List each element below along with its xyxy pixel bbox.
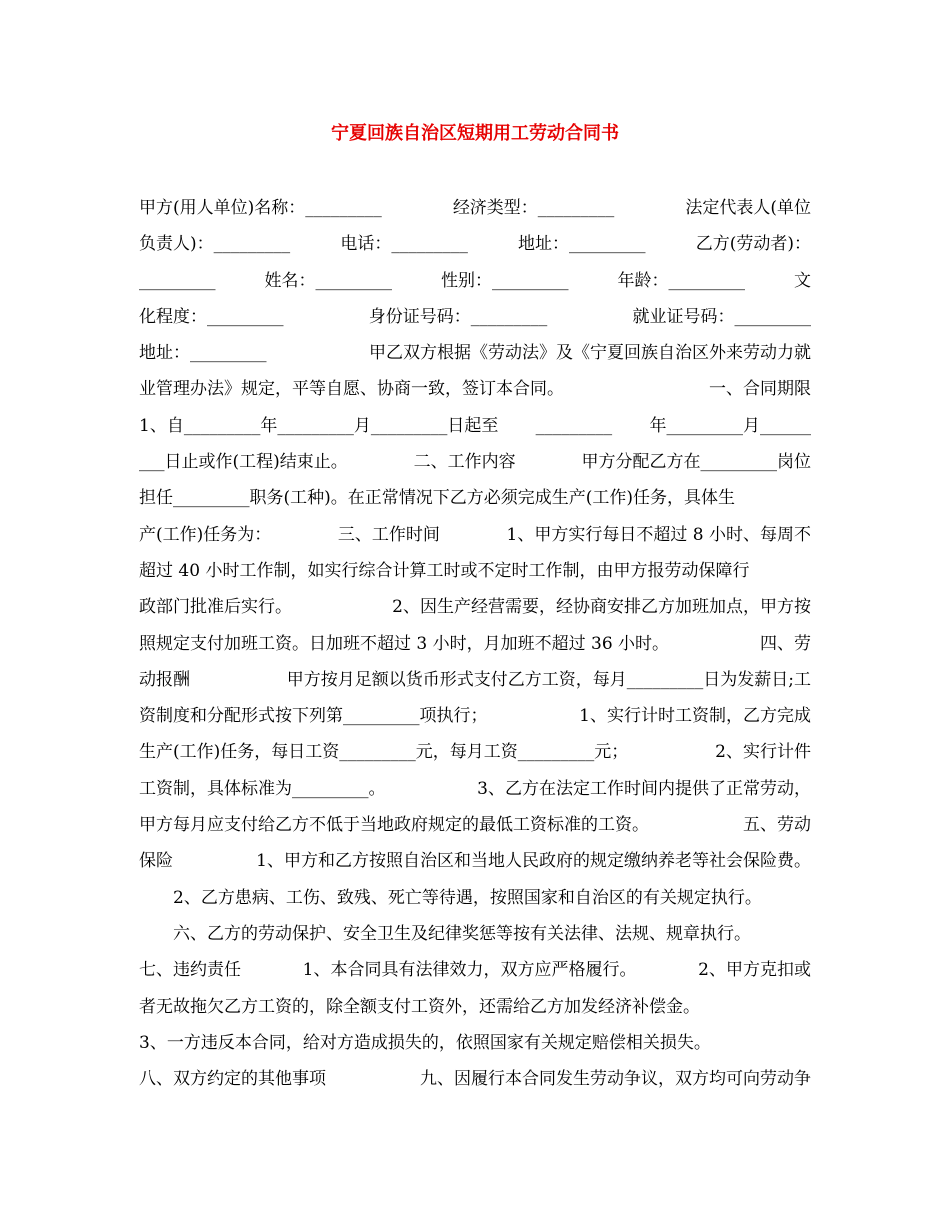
text-segment: 二、工作内容 [413, 452, 516, 473]
text-segment: 年_________月______ [649, 415, 811, 436]
text-segment: 经济类型：_________ [452, 198, 615, 218]
text-line [139, 771, 811, 807]
text-segment: 甲方(用人单位)名称：_________ [139, 198, 382, 218]
text-segment: 四、劳 [760, 633, 811, 654]
text-segment: 生产(工作)任务，每日工资_________元，每月工资_________元； [139, 742, 629, 763]
text-segment: 文 [794, 270, 811, 291]
text-segment: 3、乙方在法定工作时间内提供了正常劳动， [477, 778, 811, 799]
text-segment: 姓名：_________ [264, 270, 392, 291]
text-segment: 化程度：_________ [139, 306, 284, 327]
text-segment: 政部门批准后实行。 [139, 597, 292, 618]
text-segment: 地址：_________ [139, 343, 267, 364]
text-line [139, 1025, 811, 1061]
text-segment: 1、甲方实行每日不超过 8 小时、每周不 [506, 524, 811, 545]
text-segment: 照规定支付加班工资。日加班不超过 3 小时，月加班不超过 36 小时。 [139, 633, 670, 654]
text-segment: 八、双方约定的其他事项 [139, 1069, 326, 1090]
text-segment: 保险 [139, 851, 173, 872]
text-segment: 2、乙方患病、工伤、致残、死亡等待遇，按照国家和自治区的有关规定执行。 [173, 887, 762, 908]
text-line [139, 916, 811, 952]
text-line [139, 952, 811, 988]
text-segment: 2、实行计件 [715, 742, 811, 763]
text-segment: 法定代表人(单位 [685, 198, 811, 218]
text-segment: 1、甲方和乙方按照自治区和当地人民政府的规定缴纳养老等社会保险费。 [256, 851, 811, 872]
contract-body [139, 190, 811, 1097]
document-title: 宁夏回族自治区短期用工劳动合同书 [331, 123, 619, 144]
text-line [139, 989, 811, 1025]
text-segment: 身份证号码：_________ [368, 306, 548, 327]
text-segment: 就业证号码：_________ [632, 306, 811, 327]
text-segment: 乙方(劳动者)： [695, 234, 811, 255]
text-segment: ___日止或作(工程)结束止。 [139, 452, 348, 473]
text-line [139, 698, 811, 734]
text-segment: 者无故拖欠乙方工资的，除全额支付工资外，还需给乙方加发经济补偿金。 [139, 996, 700, 1017]
text-line [139, 408, 811, 444]
text-segment: 资制度和分配形式按下列第_________项执行； [139, 706, 488, 727]
text-segment: 1、实行计时工资制，乙方完成 [579, 706, 811, 727]
text-segment: 超过 40 小时工作制，如实行综合计算工时或不定时工作制，由甲方报劳动保障行 [139, 560, 750, 581]
text-segment: 甲方每月应支付给乙方不低于当地政府规定的最低工资标准的工资。 [139, 815, 649, 836]
text-line [139, 263, 811, 299]
text-segment: _________ [139, 270, 216, 291]
text-segment: 甲方按月足额以货币形式支付乙方工资，每月_________日为发薪日;工 [286, 669, 811, 690]
text-segment: 动报酬 [139, 669, 190, 690]
text-line [139, 807, 811, 843]
text-segment: 一、合同期限 [709, 379, 811, 400]
text-line [139, 190, 811, 226]
text-segment: 五、劳动 [743, 815, 811, 836]
text-segment: 地址：_________ [518, 234, 646, 255]
text-segment: 担任_________职务(工种)。在正常情况下乙方必须完成生产(工作)任务，具体生 [139, 488, 736, 509]
text-segment: 六、乙方的劳动保护、安全卫生及纪律奖惩等按有关法律、法规、规章执行。 [173, 923, 751, 944]
text-segment: 甲乙双方根据《劳动法》及《宁夏回族自治区外来劳动力就 [369, 343, 811, 364]
text-line [139, 626, 811, 662]
text-segment: 电话：_________ [340, 234, 468, 255]
text-segment: 年龄：_________ [617, 270, 745, 291]
text-segment: 1、本合同具有法律效力，双方应严格履行。 [302, 960, 637, 981]
text-segment: 产(工作)任务为： [139, 524, 272, 545]
text-line [139, 734, 811, 770]
text-segment: 2、甲方克扣或 [698, 960, 811, 981]
text-segment: 1、自_________年_________月_________日起至 [139, 415, 499, 436]
text-line [139, 880, 811, 916]
text-line [139, 226, 811, 262]
text-line [139, 371, 811, 407]
text-line [139, 589, 811, 625]
text-line [139, 480, 811, 516]
text-segment: _________ [535, 415, 613, 436]
text-line [139, 335, 811, 371]
text-line [139, 662, 811, 698]
text-line [139, 517, 811, 553]
text-line [139, 1061, 811, 1097]
text-segment: 负责人)：_________ [139, 234, 291, 255]
text-segment: 业管理办法》规定，平等自愿、协商一致，签订本合同。 [139, 379, 564, 400]
text-line [139, 843, 811, 879]
text-segment: 九、因履行本合同发生劳动争议，双方均可向劳动争 [420, 1069, 811, 1090]
text-segment: 工资制，具体标准为_________。 [139, 778, 386, 799]
text-segment: 七、违约责任 [139, 960, 241, 981]
text-line [139, 299, 811, 335]
text-segment: 3、一方违反本合同，给对方造成损失的，依照国家有关规定赔偿相关损失。 [139, 1032, 711, 1053]
text-segment: 甲方分配乙方在_________岗位 [581, 452, 811, 473]
text-segment: 三、工作时间 [337, 524, 440, 545]
text-line [139, 444, 811, 480]
text-line [139, 553, 811, 589]
text-segment: 2、因生产经营需要，经协商安排乙方加班加点，甲方按 [392, 597, 811, 618]
text-segment: 性别：_________ [441, 270, 569, 291]
